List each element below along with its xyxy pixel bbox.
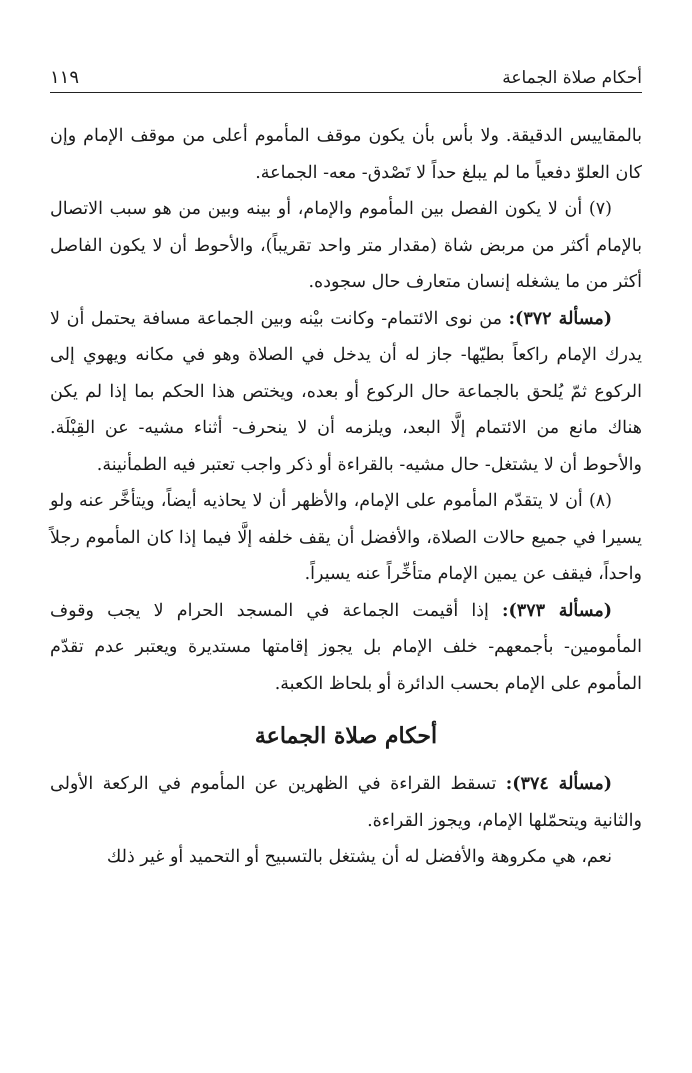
masala-text: من نوى الائتمام- وكانت بيْنه وبين الجماعة مسافة يحتمل أن لا يدرك الإمام راكعاً بطيّها- جاز له أن يدخل في الصلاة وهو في مكانه ويهوي إلى الركوع ثمّ يُلحق بالجماعة حال الركوع أو بعده، ويختص هذا الحكم بما إذا لم يكن هناك مانع من الائتمام إلَّا البعد، ويلزمه أن لا ينحرف- أثناء مشيه- عن القِبْلَة. والأحوط أن لا يشتغل- حال مشيه- بالقراءة أو ذكر واجب تعتبر فيه الطمأنينة. xyxy=(50,308,642,475)
masala-label: (مسألة ٣٧٣): xyxy=(502,600,612,621)
paragraph-condition-7: (٧) أن لا يكون الفصل بين المأموم والإمام، أو بينه وبين من هو سبب الاتصال بالإمام أكثر من مربض شاة (مقدار متر واحد تقريباً)، والأحوط أن لا يكون الفاصل أكثر من ما يشغله إنسان متعارف حال سجوده. xyxy=(50,199,642,292)
paragraph-masala-372 xyxy=(50,301,642,484)
paragraph-condition-8: (٨) أن لا يتقدّم المأموم على الإمام، والأظهر أن لا يحاذيه أيضاً، ويتأخَّر عنه ولو يسيرا في جميع حالات الصلاة، والأفضل أن يقف خلفه إلَّا فيما إذا كان المأموم رجلاً واحداً، فيقف عن يمين الإمام متأخِّراً عنه يسيراً. xyxy=(50,491,642,584)
masala-text: إذا أقيمت الجماعة في المسجد الحرام لا يجب وقوف المأمومين- بأجمعهم- خلف الإمام بل يجوز إقامتها مستديرة ويعتبر عدم تقدّم المأموم على الإمام بحسب الدائرة أو بلحاظ الكعبة. xyxy=(50,600,642,694)
paragraph-continuation: بالمقاييس الدقيقة. ولا بأس بأن يكون موقف المأموم أعلى من موقف الإمام وإن كان العلوّ دفعياً ما لم يبلغ حداً لا تَصْدق- معه- الجماعة. xyxy=(50,126,642,183)
page-body xyxy=(50,118,642,876)
masala-text: تسقط القراءة في الظهرين عن المأموم في الركعة الأولى والثانية ويتحمّلها الإمام، ويجوز القراءة. xyxy=(50,774,642,831)
section-heading: أحكام صلاة الجماعة xyxy=(254,723,438,749)
paragraph-naam: نعم، هي مكروهة والأفضل له أن يشتغل بالتسبيح أو التحميد أو غير ذلك xyxy=(106,847,612,867)
running-title: أحكام صلاة الجماعة xyxy=(502,68,642,88)
masala-label: (مسألة ٣٧٤): xyxy=(505,774,612,794)
masala-label: (مسألة ٣٧٢): xyxy=(508,308,612,329)
paragraph-masala-373 xyxy=(50,593,642,703)
page-header xyxy=(50,62,642,93)
paragraph-masala-374 xyxy=(50,766,642,839)
page-number: ١١٩ xyxy=(50,67,80,88)
